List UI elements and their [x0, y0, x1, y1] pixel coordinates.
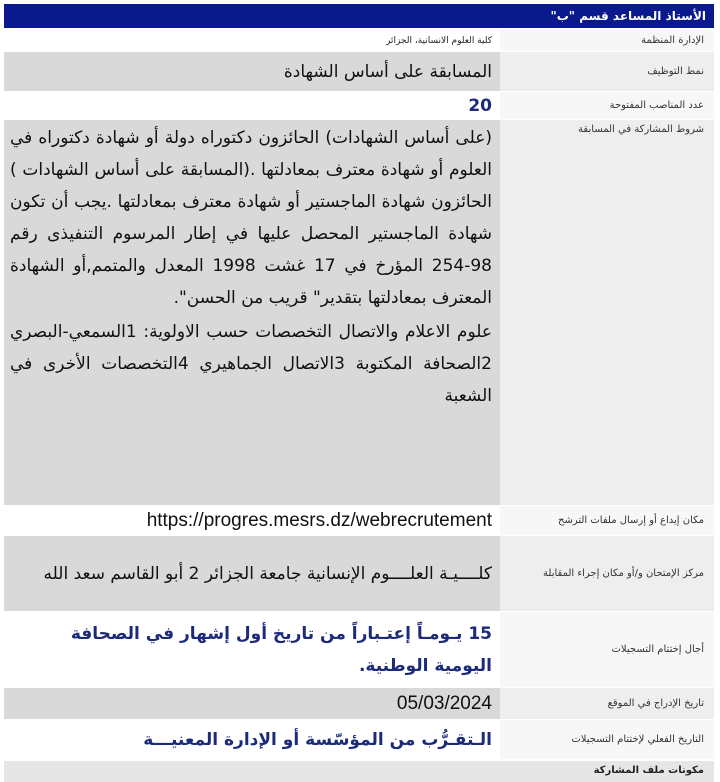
exam-center-value: كلــــيـة العلــــوم الإنسانية جامعة الجزائر 2 أبو القاسم سعد الله — [4, 536, 500, 612]
administration-label: الإدارة المنظمة — [500, 30, 714, 52]
row-publish-date — [4, 688, 714, 720]
positions-label: عدد المناصب المفتوحة — [500, 92, 714, 120]
row-administration — [4, 30, 714, 52]
row-deadline — [4, 612, 714, 688]
positions-value: 20 — [4, 92, 500, 120]
exam-center-label: مركز الإمتحان و/أو مكان إجراء المقابلة — [500, 536, 714, 612]
submission-value — [4, 506, 500, 536]
row-recruitment-type — [4, 52, 714, 92]
conditions-label: شروط المشاركة في المسابقة — [500, 120, 714, 506]
actual-close-label: التاريخ الفعلي لإختتام التسجيلات — [500, 720, 714, 760]
row-file-components — [4, 761, 714, 782]
submission-label: مكان إيداع أو إرسال ملفات الترشح — [500, 506, 714, 536]
conditions-value — [4, 120, 500, 506]
publish-date-value: 05/03/2024 — [4, 688, 500, 720]
publish-date-label: تاريخ الإدراج في الموقع — [500, 688, 714, 720]
recruitment-type-value: المسابقة على أساس الشهادة — [4, 52, 500, 92]
administration-value: كلية العلوم الانسانية، الجزائر — [4, 30, 500, 52]
submission-link[interactable]: https://progres.mesrs.dz/webrecrutement — [146, 509, 492, 531]
file-components-label: مكونات ملف المشاركة — [593, 765, 704, 776]
recruitment-type-label: نمط التوظيف — [500, 52, 714, 92]
row-actual-close — [4, 720, 714, 760]
actual-close-value: الـتقـرُّب من المؤسّسة أو الإدارة المعنيـــة — [4, 720, 500, 760]
conditions-paragraph: (على أساس الشهادات) الحائزون دكتوراه دولة أو شهادة دكتوراه في العلوم أو شهادة معترف بمعادلتها .(المسابقة على أساس الشهادات ) الحائزون شهادة الماجستير أو شهادة معترف بمعادلتها .يجب أن تكون شهادة الماجستير المحصل عليها في إطار المرسوم التنفيذى رقم 98-254 المؤرخ في 17 غشت 1998 المعدل والمتمم,أو الشهادة المعترف بمعادلتها بتقدير" قريب من الحسن". — [10, 128, 492, 308]
table-header — [4, 4, 714, 28]
row-exam-center — [4, 536, 714, 612]
row-submission — [4, 506, 714, 536]
deadline-value: 15 يـومـاً إعتـباراً من تاريخ أول إشهار في الصحافة اليومية الوطنية. — [4, 612, 500, 688]
row-conditions — [4, 120, 714, 506]
row-positions — [4, 92, 714, 120]
header-title: الأستاذ المساعد قسم "ب" — [550, 9, 706, 23]
deadline-label: أجال إختتام التسجيلات — [500, 612, 714, 688]
conditions-specialties: علوم الاعلام والاتصال التخصصات حسب الاولوية: 1السمعي-البصري 2الصحافة المكتوبة 3الاتصال الجماهيري 4التخصصات الأخرى في الشعبة — [10, 322, 492, 406]
